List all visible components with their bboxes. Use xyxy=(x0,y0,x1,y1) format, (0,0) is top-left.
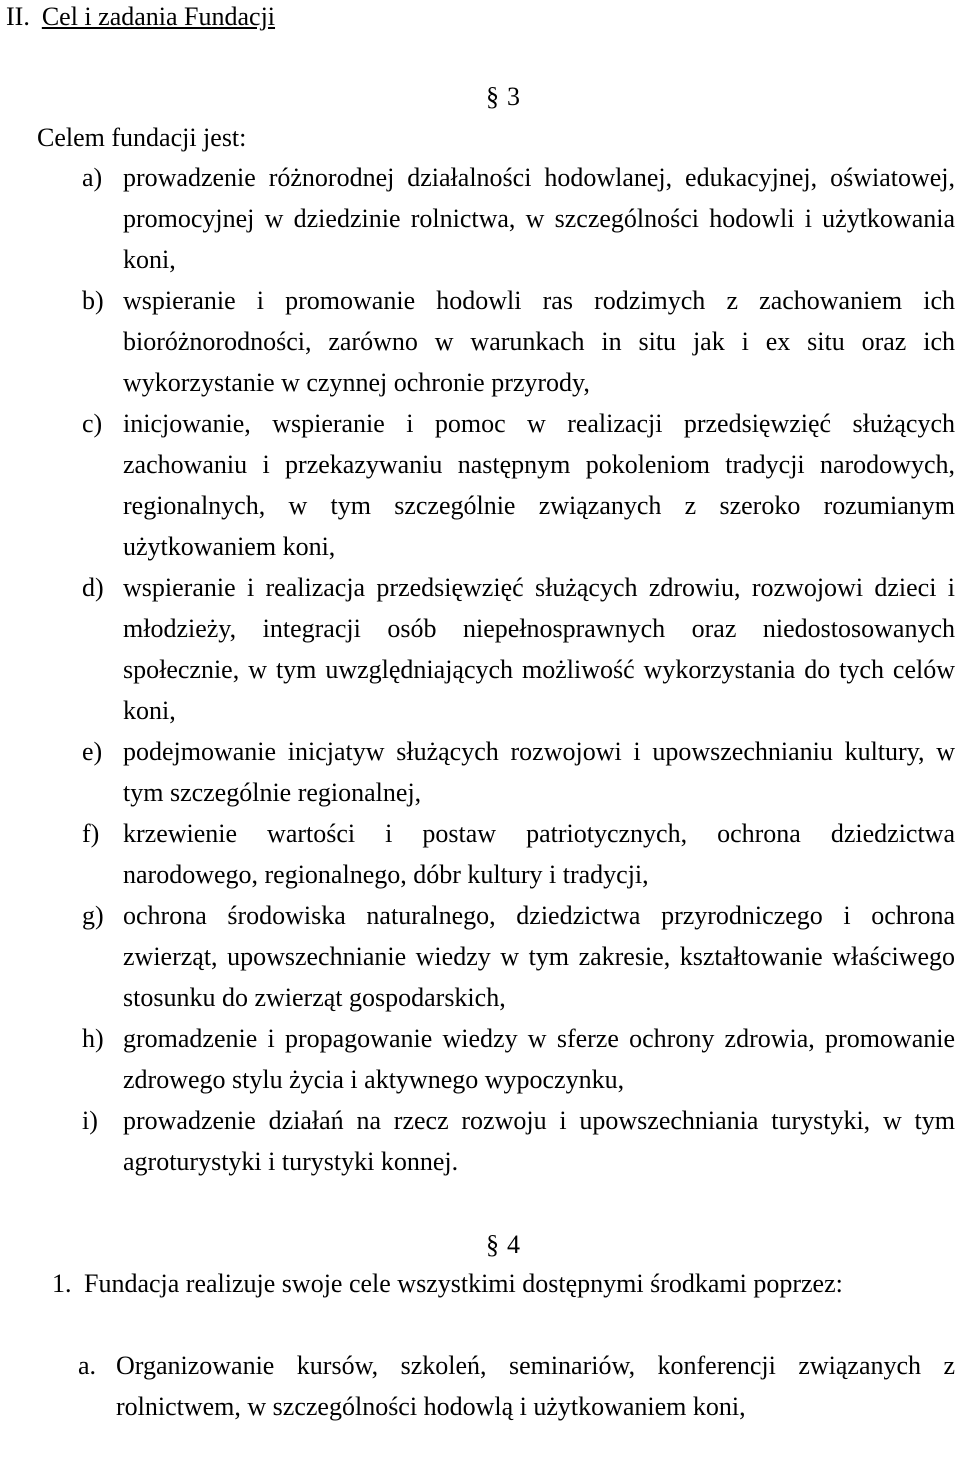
item-marker: f) xyxy=(82,819,100,848)
item-marker: c) xyxy=(82,409,103,438)
section-number: 3 xyxy=(507,82,520,111)
item-text: gromadzenie i propagowanie wiedzy w sferze ochrony zdrowia, promowanie zdrowego stylu życia i aktywnego wypoczynku, xyxy=(123,1024,955,1094)
item-text: prowadzenie różnorodnej działalności hodowlanej, edukacyjnej, oświatowej, promocyjnej w dziedzinie rolnictwa, w szczególności hodowli i użytkowania koni, xyxy=(123,163,955,274)
point-text: Fundacja realizuje swoje cele wszystkimi dostępnymi środkami poprzez: xyxy=(84,1269,843,1298)
item-text: wspieranie i promowanie hodowli ras rodzimych z zachowaniem ich bioróżnorodności, zarówno w warunkach in situ jak i ex situ oraz ich wykorzystanie w czynnej ochronie przyrody, xyxy=(123,286,955,397)
item-marker: a) xyxy=(82,163,103,192)
sub-item-text: Organizowanie kursów, szkoleń, seminariów, konferencji związanych z rolnictwem, w szczególności hodowlą i użytkowaniem koni, xyxy=(116,1351,955,1421)
section-4-mark xyxy=(486,1230,520,1260)
item-marker: g) xyxy=(82,901,104,930)
item-text: wspieranie i realizacja przedsięwzięć służących zdrowiu, rozwojowi dzieci i młodzieży, integracji osób niepełnosprawnych oraz niedostosowanych społecznie, w tym uwzględniających możliwość wykorzystania do tych celów koni, xyxy=(123,573,955,725)
item-marker: b) xyxy=(82,286,104,315)
section-3-intro: Celem fundacji jest: xyxy=(37,123,247,152)
point-marker: 1. xyxy=(52,1269,72,1298)
item-marker: i) xyxy=(82,1106,98,1135)
section-number: 4 xyxy=(507,1230,520,1259)
item-text: inicjowanie, wspieranie i pomoc w realizacji przedsięwzięć służących zachowaniu i przekazywaniu następnym pokoleniom tradycji narodowych, regionalnych, w tym szczególnie związanych z szeroko rozumianym użytkowaniem koni, xyxy=(123,409,955,561)
item-marker: h) xyxy=(82,1024,104,1053)
chapter-title: Cel i zadania Fundacji xyxy=(41,2,276,31)
section-3-mark xyxy=(486,82,520,112)
item-text: ochrona środowiska naturalnego, dziedzictwa przyrodniczego i ochrona zwierząt, upowszechnianie wiedzy w tym zakresie, kształtowanie właściwego stosunku do zwierząt gospodarskich, xyxy=(123,901,955,1012)
item-marker: d) xyxy=(82,573,104,602)
section-symbol: § xyxy=(486,82,499,111)
chapter-heading xyxy=(6,2,275,32)
sub-item-marker: a. xyxy=(78,1351,97,1380)
section-symbol: § xyxy=(486,1230,499,1259)
item-text: krzewienie wartości i postaw patriotycznych, ochrona dziedzictwa narodowego, regionalnego, dóbr kultury i tradycji, xyxy=(123,819,955,889)
item-text: prowadzenie działań na rzecz rozwoju i upowszechniania turystyki, w tym agroturystyki i turystyki konnej. xyxy=(123,1106,955,1176)
chapter-number: II. xyxy=(6,2,30,31)
item-text: podejmowanie inicjatyw służących rozwojowi i upowszechnianiu kultury, w tym szczególnie regionalnej, xyxy=(123,737,955,807)
item-marker: e) xyxy=(82,737,103,766)
